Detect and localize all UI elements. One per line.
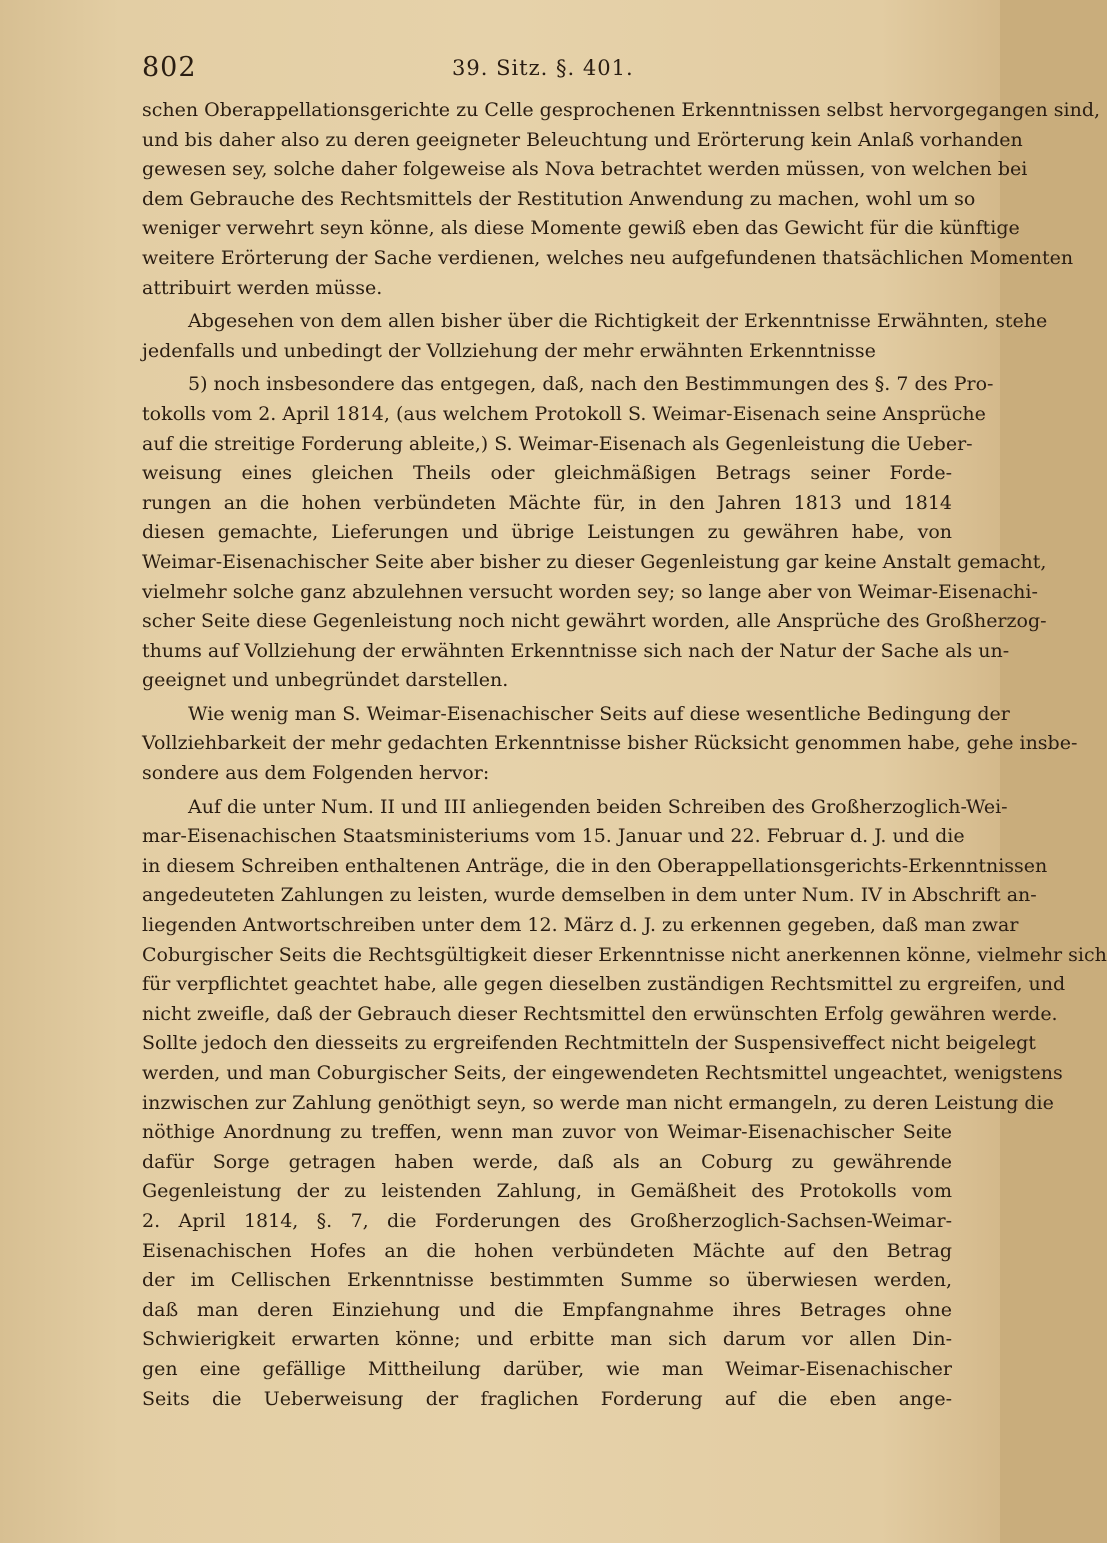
text-line: rungen an die hohen verbündeten Mächte für, in den Jahren 1813 und 1814 [142, 491, 952, 514]
text-line: attribuirt werden müsse. [142, 276, 383, 299]
text-line: schen Oberappellationsgerichte zu Celle gesprochenen Erkenntnissen selbst hervorgegangen sind, [142, 99, 1101, 121]
page-number: 802 [142, 52, 197, 83]
text-line: weisung eines gleichen Theils oder gleichmäßigen Betrags seiner Forde- [142, 462, 952, 485]
text-line: Coburgischer Seits die Rechtsgültigkeit dieser Erkenntnisse nicht anerkennen könne, vielmehr sich [142, 943, 1107, 966]
text-line: Sollte jedoch den diesseits zu ergreifenden Rechtmitteln der Suspensiveffect nicht beigelegt [142, 1032, 1036, 1055]
text-line: 2. April 1814, §. 7, die Forderungen des Großherzoglich-Sachsen-Weimar- [142, 1209, 952, 1232]
running-head: 39. Sitz. §. 401. [452, 56, 634, 80]
text-line: geeignet und unbegründet darstellen. [142, 669, 509, 692]
text-line: gen eine gefällige Mittheilung darüber, wie man Weimar-Eisenachischer [142, 1357, 952, 1380]
text-line: Seits die Ueberweisung der fraglichen Forderung auf die eben ange- [142, 1387, 952, 1410]
text-line: Auf die unter Num. II und III anliegenden beiden Schreiben des Großherzoglich-Wei- [188, 795, 1008, 818]
text-line: tokolls vom 2. April 1814, (aus welchem Protokoll S. Weimar-Eisenach seine Ansprüche [142, 402, 986, 425]
text-line: liegenden Antwortschreiben unter dem 12. März d. J. zu erkennen gegeben, daß man zwar [142, 914, 1019, 937]
text-line: weitere Erörterung der Sache verdienen, welches neu aufgefundenen thatsächlichen Momenten [142, 246, 1074, 269]
text-line: Wie wenig man S. Weimar-Eisenachischer Seits auf diese wesentliche Bedingung der [188, 702, 1010, 725]
text-line: nicht zweifle, daß der Gebrauch dieser Rechtsmittel den erwünschten Erfolg gewähren werde. [142, 1002, 1058, 1025]
text-line: auf die streitige Forderung ableite,) S. Weimar-Eisenach als Gegenleistung die Ueber- [142, 432, 973, 455]
text-line: mar-Eisenachischen Staatsministeriums vom 15. Januar und 22. Februar d. J. und die [142, 825, 965, 848]
text-line: gewesen sey, solche daher folgeweise als Nova betrachtet werden müssen, von welchen bei [142, 158, 1028, 181]
text-line: für verpflichtet geachtet habe, alle gegen dieselben zuständigen Rechtsmittel zu ergreifen, und [142, 973, 1066, 996]
text-line: werden, und man Coburgischer Seits, der eingewendeten Rechtsmittel ungeachtet, wenigstens [142, 1062, 1063, 1084]
text-line: und bis daher also zu deren geeigneter Beleuchtung und Erörterung kein Anlaß vorhanden [142, 128, 1023, 151]
text-line: diesen gemachte, Lieferungen und übrige Leistungen zu gewähren habe, von [142, 521, 952, 544]
text-line: dem Gebrauche des Rechtsmittels der Restitution Anwendung zu machen, wohl um so [142, 187, 976, 210]
text-line: angedeuteten Zahlungen zu leisten, wurde demselben in dem unter Num. IV in Abschrift an- [142, 884, 1037, 907]
text-line: jedenfalls und unbedingt der Vollziehung der mehr erwähnten Erkenntnisse [142, 339, 876, 362]
text-line: daß man deren Einziehung und die Empfangnahme ihres Betrages ohne [142, 1298, 952, 1321]
text-line: vielmehr solche ganz abzulehnen versucht worden sey; so lange aber von Weimar-Eisenachi- [142, 580, 1038, 603]
text-line: weniger verwehrt seyn könne, als diese Momente gewiß eben das Gewicht für die künftige [142, 217, 1020, 240]
text-line: Schwierigkeit erwarten könne; und erbitte man sich darum vor allen Din- [142, 1328, 952, 1351]
text-line: 5) noch insbesondere das entgegen, daß, nach den Bestimmungen des §. 7 des Pro- [188, 373, 994, 396]
text-line: der im Cellischen Erkenntnisse bestimmten Summe so überwiesen werden, [142, 1269, 952, 1292]
page-header [142, 52, 950, 88]
text-line: inzwischen zur Zahlung genöthigt seyn, so werde man nicht ermangeln, zu deren Leistung die [142, 1091, 1054, 1114]
text-line: Eisenachischen Hofes an die hohen verbündeten Mächte auf den Betrag [142, 1239, 952, 1262]
text-line: nöthige Anordnung zu treffen, wenn man zuvor von Weimar-Eisenachischer Seite [142, 1121, 952, 1144]
text-line: thums auf Vollziehung der erwähnten Erkenntnisse sich nach der Natur der Sache als un- [142, 639, 1010, 662]
text-line: Weimar-Eisenachischer Seite aber bisher zu dieser Gegenleistung gar keine Anstalt gemacht, [142, 550, 1047, 573]
text-line: Vollziehbarkeit der mehr gedachten Erkenntnisse bisher Rücksicht genommen habe, gehe insbe- [142, 732, 1078, 755]
text-line: sondere aus dem Folgenden hervor: [142, 762, 490, 785]
body-text [142, 96, 1107, 1414]
text-line: dafür Sorge getragen haben werde, daß als an Coburg zu gewährende [142, 1150, 952, 1173]
text-line: Gegenleistung der zu leistenden Zahlung, in Gemäßheit des Protokolls vom [142, 1180, 952, 1203]
text-line: scher Seite diese Gegenleistung noch nicht gewährt worden, alle Ansprüche des Großherzog- [142, 610, 1047, 633]
text-line: Abgesehen von dem allen bisher über die Richtigkeit der Erkenntnisse Erwähnten, stehe [188, 310, 1048, 333]
text-line: in diesem Schreiben enthaltenen Anträge, die in den Oberappellationsgerichts-Erkenntnissen [142, 854, 1048, 877]
